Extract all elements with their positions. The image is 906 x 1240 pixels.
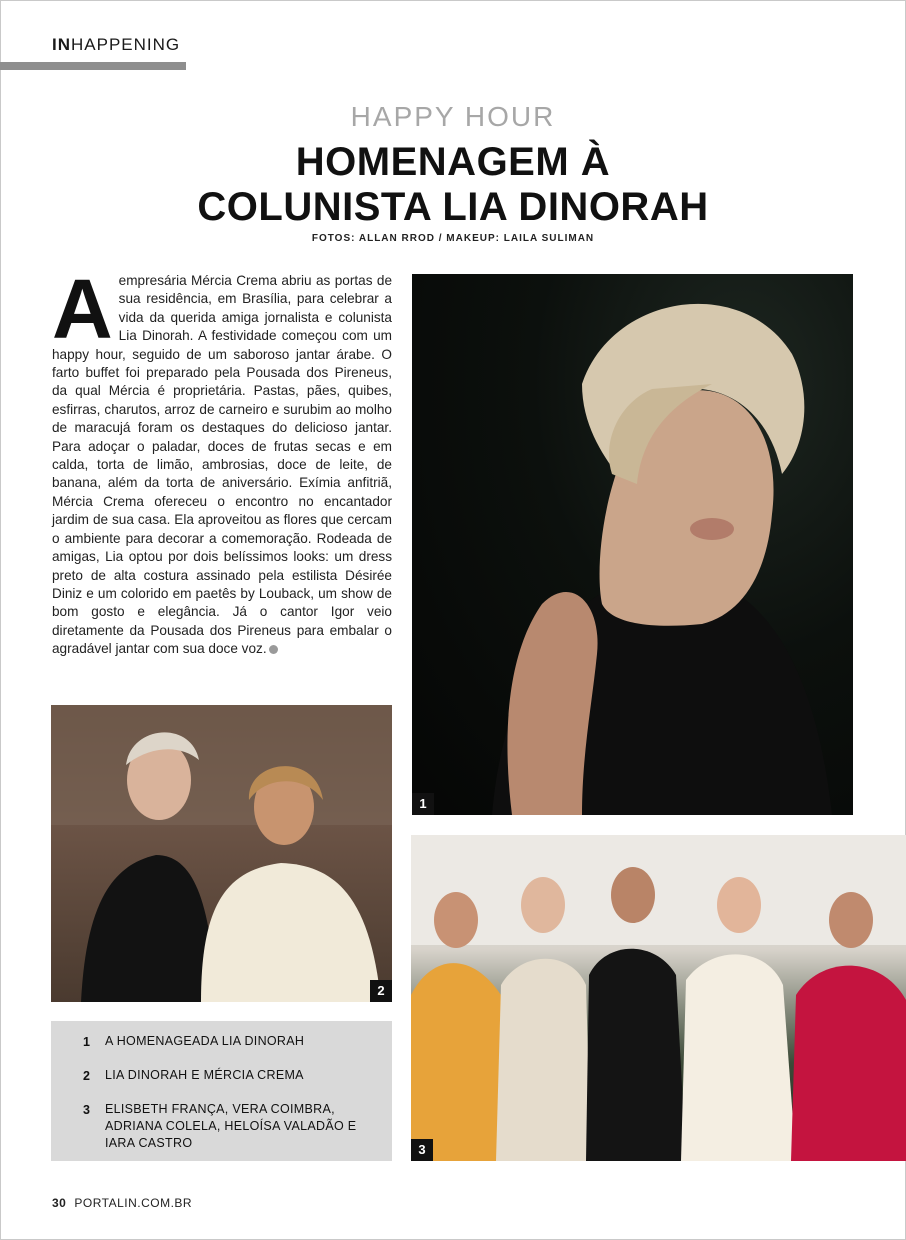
- photo-2-pair: [51, 705, 392, 1002]
- article-body-text: empresária Mércia Crema abriu as portas de sua residência, em Brasília, para celebrar a vida da querida amiga jornalista e colunista Lia Dinorah. A festividade começou com um happy hour, seguido de um saboroso jantar árabe. O farto buffet foi preparado pela Pousada dos Pireneus, da qual Mércia é proprietária. Pastas, pães, quibes, esfirras, charutos, arroz de carneiro e surubim ao molho de maracujá foram os destaques do delicioso jantar. Para adoçar o paladar, doces de frutas secas e em calda, torta de limão, ambrosias, doce de leite, de banana, além da torta de aniversário. Exímia anfitriã, Mércia Crema ofereceu o encontro no encantador jardim de sua casa. Ela aproveitou as flores que cercam o ambiente para decorar a comemoração. Rodeada de amigas, Lia optou por dois belíssimos looks: um dress preto de alta costura assinado pela estilista Désirée Diniz e um colorido em paetês by Louback, um show de bom gosto e elegância. Já o cantor Igor veio diretamente da Pousada dos Pireneus para embalar o agradável jantar com sua doce voz.: [52, 273, 392, 657]
- section-tag-bold: IN: [52, 35, 71, 54]
- article-body: [52, 262, 392, 659]
- article-headline: [0, 140, 906, 230]
- headline-line-1: HOMENAGEM À: [295, 140, 611, 184]
- photo-3-number: 3: [411, 1139, 433, 1161]
- photo-1-number: 1: [412, 793, 434, 815]
- caption-1-text: A HOMENAGEADA LIA DINORAH: [105, 1034, 305, 1048]
- page-footer: [52, 1196, 192, 1210]
- section-tag: [52, 35, 180, 55]
- caption-box: [51, 1021, 392, 1161]
- drop-cap: A: [52, 262, 113, 356]
- end-mark-icon: [269, 645, 278, 654]
- photo-1-illustration: [412, 274, 853, 815]
- caption-1-number: 1: [83, 1035, 90, 1049]
- photo-2-number: 2: [370, 980, 392, 1002]
- caption-3-text: ELISBETH FRANÇA, VERA COIMBRA, ADRIANA COLELA, HELOÍSA VALADÃO E IARA CASTRO: [105, 1102, 357, 1150]
- article-kicker: HAPPY HOUR: [350, 101, 556, 132]
- headline-line-2: COLUNISTA LIA DINORAH: [197, 185, 709, 229]
- photo-2-illustration: [51, 705, 392, 1002]
- photo-1-portrait: [412, 274, 853, 815]
- caption-3-number: 3: [83, 1103, 90, 1117]
- caption-2-text: LIA DINORAH E MÉRCIA CREMA: [105, 1068, 304, 1082]
- section-tag-light: HAPPENING: [71, 35, 181, 54]
- photo-3-illustration: [411, 835, 906, 1161]
- photo-3-group: [411, 835, 906, 1161]
- page-number: 30: [52, 1196, 67, 1210]
- caption-2-number: 2: [83, 1069, 90, 1083]
- section-tag-bar: [0, 62, 186, 70]
- footer-site: PORTALIN.COM.BR: [74, 1196, 193, 1210]
- photo-credits: FOTOS: ALLAN RROD / MAKEUP: LAILA SULIMAN: [311, 233, 595, 244]
